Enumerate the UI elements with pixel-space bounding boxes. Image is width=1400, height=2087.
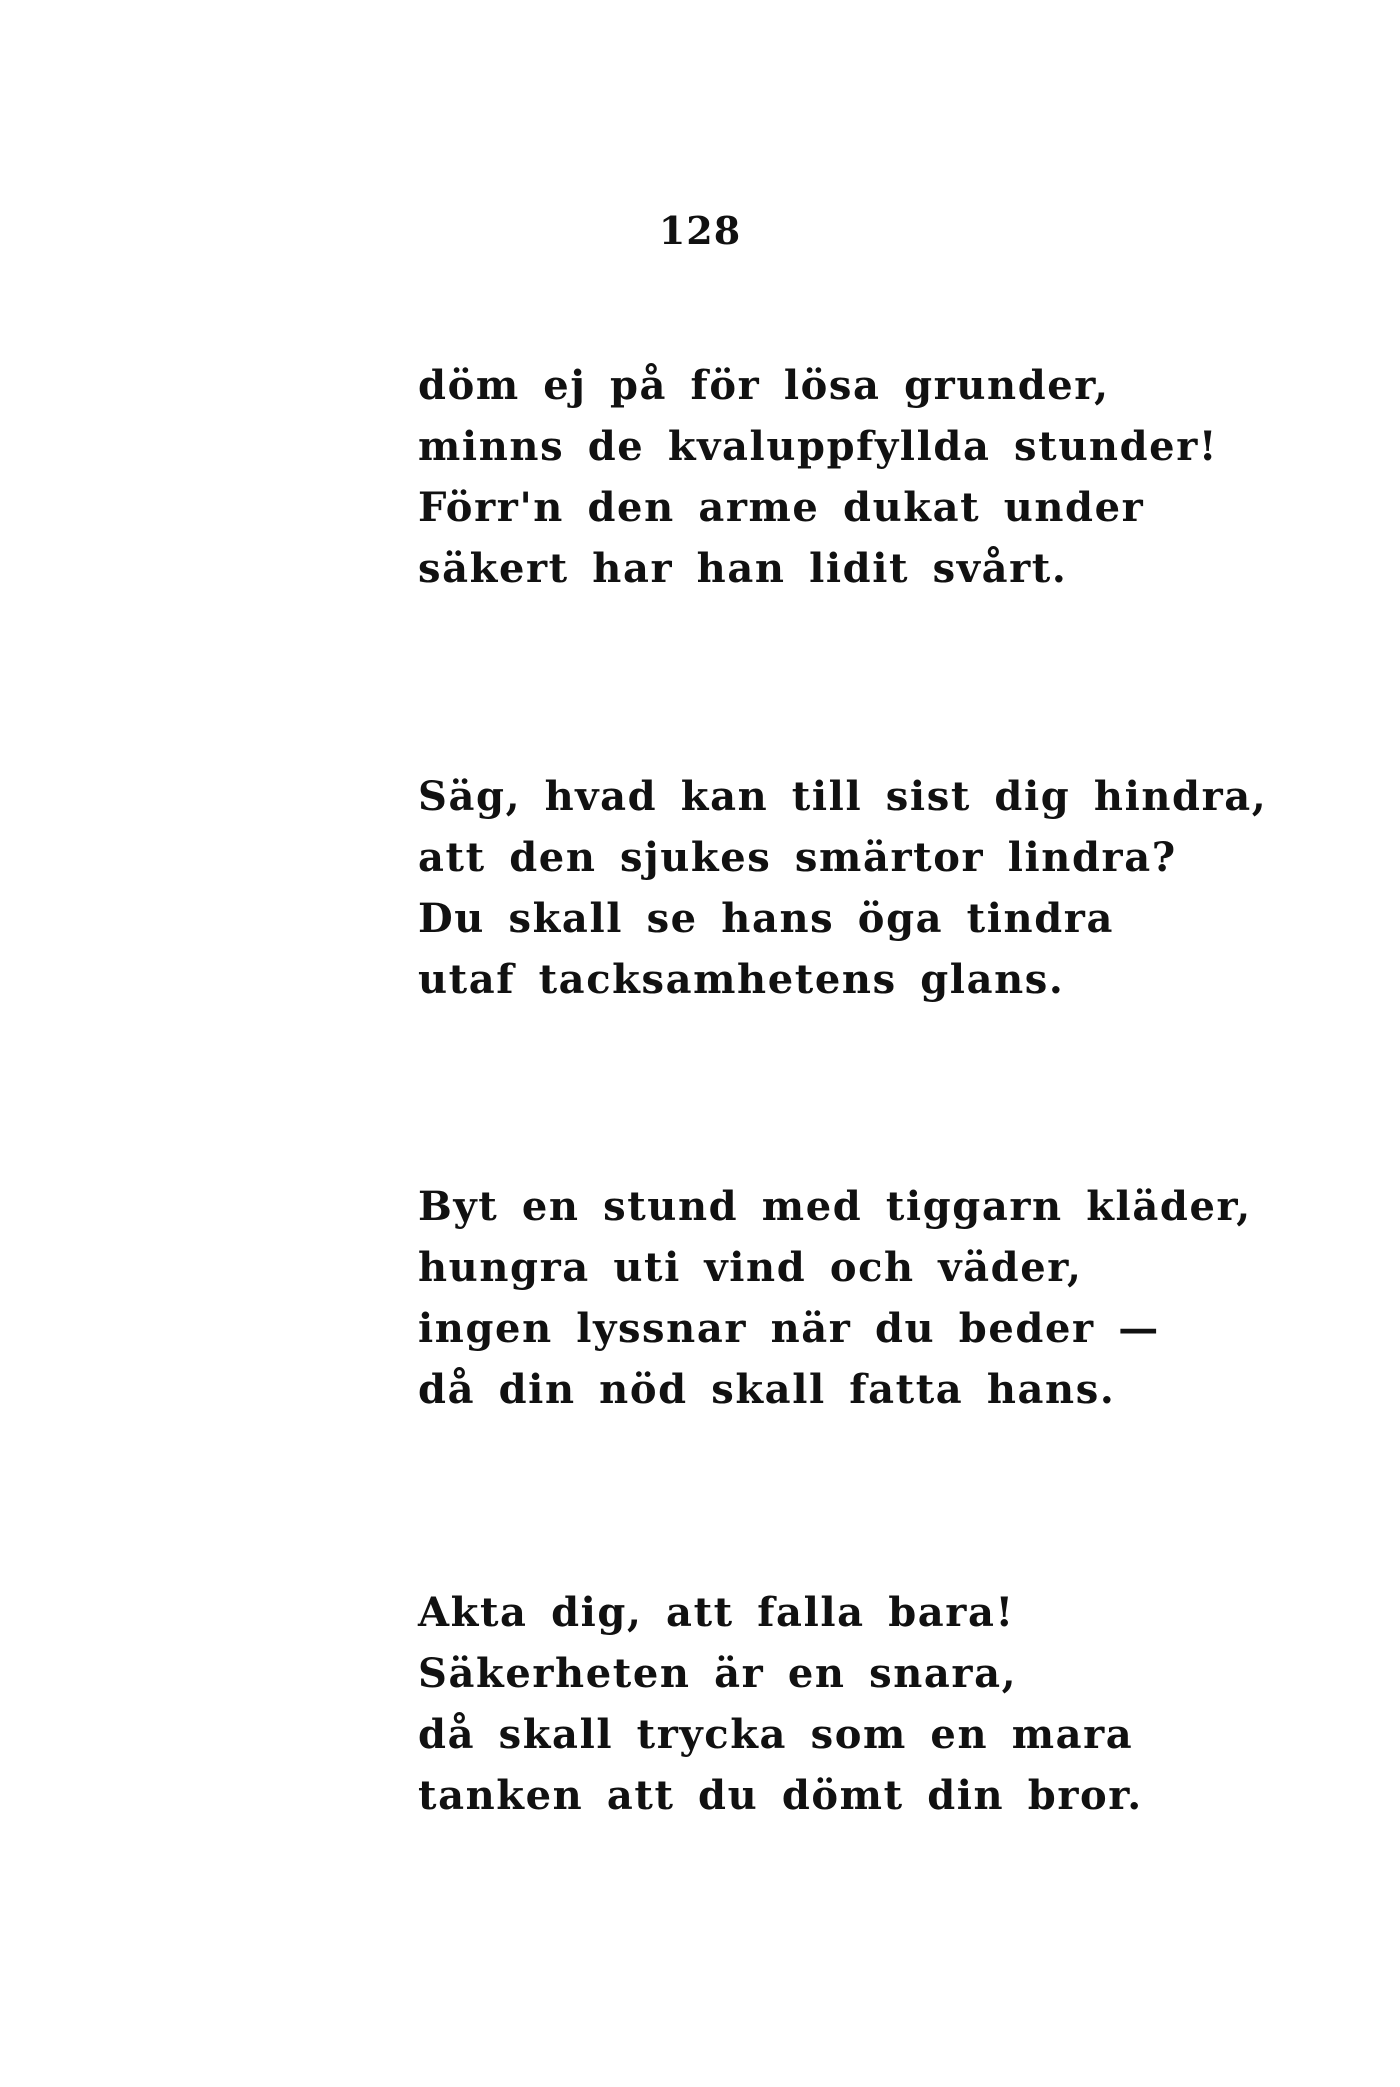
- verse-line: Säkerheten är en snara,: [418, 1650, 1018, 1697]
- verse-line: ingen lyssnar när du beder —: [418, 1305, 1160, 1352]
- verse-line: minns de kvaluppfyllda stunder!: [418, 423, 1219, 470]
- verse-line: att den sjukes smärtor lindra?: [418, 834, 1177, 881]
- verse-line: tanken att du dömt din bror.: [418, 1772, 1143, 1819]
- stanza-2: [418, 766, 1268, 1010]
- verse-line: säkert har han lidit svårt.: [418, 545, 1068, 592]
- stanza-3: [418, 1176, 1252, 1420]
- verse-line: då skall trycka som en mara: [418, 1711, 1134, 1758]
- page-number: 128: [658, 208, 742, 253]
- verse-line: utaf tacksamhetens glans.: [418, 956, 1065, 1003]
- verse-line: döm ej på för lösa grunder,: [418, 362, 1110, 409]
- verse-line: hungra uti vind och väder,: [418, 1244, 1083, 1291]
- verse-line: Byt en stund med tiggarn kläder,: [418, 1183, 1252, 1230]
- stanza-1: [418, 355, 1219, 599]
- verse-line: då din nöd skall fatta hans.: [418, 1366, 1116, 1413]
- verse-line: Säg, hvad kan till sist dig hindra,: [418, 773, 1268, 820]
- verse-line: Förr'n den arme dukat under: [418, 484, 1145, 531]
- verse-line: Du skall se hans öga tindra: [418, 895, 1114, 942]
- stanza-4: [418, 1582, 1178, 1826]
- verse-line: Akta dig, att falla bara!: [418, 1589, 1015, 1636]
